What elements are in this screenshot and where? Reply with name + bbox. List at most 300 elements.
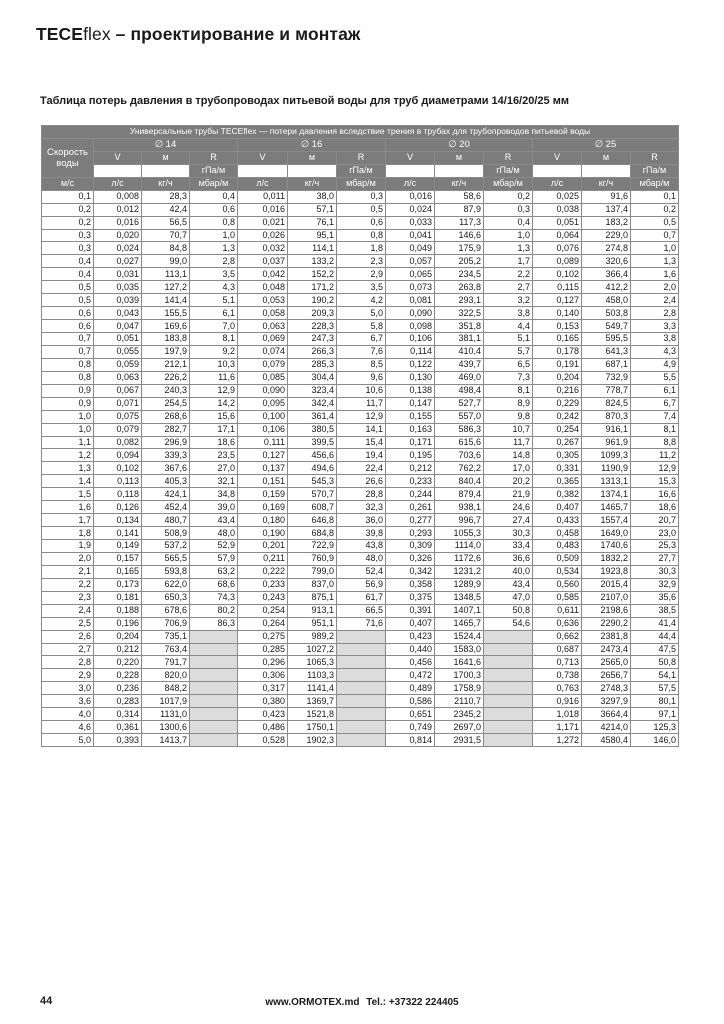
table-cell: 1,3	[484, 242, 533, 255]
table-cell: 0,456	[386, 656, 435, 669]
table-cell: 18,6	[190, 436, 238, 449]
table-cell: 0,064	[533, 229, 582, 242]
table-cell: 0,106	[386, 333, 435, 346]
table-cell: 0,134	[94, 514, 142, 527]
table-cell: 0,065	[386, 268, 435, 281]
table-cell: 0,261	[386, 501, 435, 514]
table-cell: 205,2	[435, 255, 484, 268]
table-cell: 791,7	[142, 656, 190, 669]
table-cell: 0,153	[533, 320, 582, 333]
table-cell: 0,5	[337, 203, 386, 216]
table-cell: 5,5	[631, 371, 679, 384]
table-cell: 0,171	[386, 436, 435, 449]
table-cell: 27,0	[190, 462, 238, 475]
table-cell: 545,3	[288, 475, 337, 488]
table-cell: 0,916	[533, 695, 582, 708]
table-cell: 43,8	[337, 540, 386, 553]
table-cell: 0,021	[238, 216, 288, 229]
table-row	[42, 423, 679, 436]
table-cell: 527,7	[435, 397, 484, 410]
table-cell: 0,140	[533, 307, 582, 320]
table-cell: 68,6	[190, 578, 238, 591]
speed-cell: 1,0	[42, 423, 94, 436]
speed-cell: 2,7	[42, 643, 94, 656]
table-cell: 508,9	[142, 527, 190, 540]
table-cell: 735,1	[142, 630, 190, 643]
table-cell: 4,2	[337, 294, 386, 307]
table-cell: 0,106	[238, 423, 288, 436]
table-cell: 608,7	[288, 501, 337, 514]
table-cell	[337, 734, 386, 747]
table-cell: 48,0	[337, 552, 386, 565]
table-cell: 322,5	[435, 307, 484, 320]
table-row	[42, 358, 679, 371]
table-cell: 0,082	[94, 436, 142, 449]
table-cell: 0,100	[238, 410, 288, 423]
table-cell: 57,1	[288, 203, 337, 216]
table-cell: 9,6	[337, 371, 386, 384]
table-cell: 127,2	[142, 281, 190, 294]
table-cell: 14,2	[190, 397, 238, 410]
table-cell: 961,9	[582, 436, 631, 449]
table-row	[42, 229, 679, 242]
table-cell: 57,5	[631, 682, 679, 695]
table-cell: 155,5	[142, 307, 190, 320]
table-cell: 39,8	[337, 527, 386, 540]
table-cell: 439,7	[435, 358, 484, 371]
table-caption: Универсальные трубы TECEflex — потери давления вследствие трения в трубах для трубопроводов питьевой воды	[42, 126, 679, 139]
table-cell: 10,6	[337, 384, 386, 397]
table-cell: 938,1	[435, 501, 484, 514]
table-cell: 0,365	[533, 475, 582, 488]
table-cell: 0,738	[533, 669, 582, 682]
r-unit-header: гПа/м	[484, 164, 533, 177]
table-cell: 0,201	[238, 540, 288, 553]
table-cell: 266,3	[288, 345, 337, 358]
table-cell: 0,204	[533, 371, 582, 384]
footer-website: www.ORMOTEX.md	[265, 997, 360, 1008]
table-cell: 3,5	[190, 268, 238, 281]
table-row	[42, 565, 679, 578]
table-cell: 33,4	[484, 540, 533, 553]
col-header-v: V	[94, 151, 142, 164]
table-cell: 0,3	[337, 190, 386, 203]
table-cell: 1027,2	[288, 643, 337, 656]
table-cell: 0,662	[533, 630, 582, 643]
table-cell: 0,016	[386, 190, 435, 203]
speed-cell: 0,3	[42, 229, 94, 242]
table-cell: 2015,4	[582, 578, 631, 591]
table-cell: 0,085	[238, 371, 288, 384]
table-cell: 0,011	[238, 190, 288, 203]
table-cell: 0,051	[94, 333, 142, 346]
table-cell: 0,032	[238, 242, 288, 255]
table-cell: 4580,4	[582, 734, 631, 747]
table-cell: 1902,3	[288, 734, 337, 747]
blank-header-cell	[435, 164, 484, 177]
table-cell: 11,2	[631, 449, 679, 462]
table-cell: 0,079	[94, 423, 142, 436]
table-cell: 23,0	[631, 527, 679, 540]
table-row	[42, 514, 679, 527]
table-cell: 4,4	[484, 320, 533, 333]
table-cell: 0,181	[94, 591, 142, 604]
table-cell: 8,1	[631, 423, 679, 436]
table-cell: 2198,6	[582, 604, 631, 617]
table-cell	[337, 682, 386, 695]
table-cell: 0,326	[386, 552, 435, 565]
col-header-m: м	[435, 151, 484, 164]
table-cell: 0,165	[94, 565, 142, 578]
unit-flow: л/с	[94, 177, 142, 190]
table-row	[42, 397, 679, 410]
table-cell: 247,3	[288, 333, 337, 346]
speed-cell: 1,5	[42, 488, 94, 501]
table-cell	[484, 682, 533, 695]
table-cell: 799,0	[288, 565, 337, 578]
table-cell: 0,713	[533, 656, 582, 669]
speed-cell: 0,3	[42, 242, 94, 255]
table-cell: 54,6	[484, 617, 533, 630]
col-header-v: V	[533, 151, 582, 164]
speed-cell: 2,9	[42, 669, 94, 682]
table-cell: 2931,5	[435, 734, 484, 747]
table-cell: 47,5	[631, 643, 679, 656]
table-cell: 458,0	[582, 294, 631, 307]
table-cell: 9,2	[190, 345, 238, 358]
table-cell: 27,4	[484, 514, 533, 527]
table-cell: 2748,3	[582, 682, 631, 695]
table-cell: 1065,3	[288, 656, 337, 669]
page-header	[36, 24, 360, 45]
table-row	[42, 630, 679, 643]
speed-cell: 1,9	[42, 540, 94, 553]
col-header-m: м	[288, 151, 337, 164]
table-cell: 0,358	[386, 578, 435, 591]
table-cell: 0,458	[533, 527, 582, 540]
table-cell: 0,407	[386, 617, 435, 630]
table-cell: 61,7	[337, 591, 386, 604]
table-cell: 146,6	[435, 229, 484, 242]
table-cell: 0,076	[533, 242, 582, 255]
brand-suffix: flex	[83, 24, 111, 44]
table-cell: 366,4	[582, 268, 631, 281]
table-cell	[190, 721, 238, 734]
table-cell: 0,075	[94, 410, 142, 423]
table-cell: 254,5	[142, 397, 190, 410]
table-cell: 0,220	[94, 656, 142, 669]
table-cell: 1114,0	[435, 540, 484, 553]
table-row	[42, 410, 679, 423]
table-cell: 0,058	[238, 307, 288, 320]
table-cell: 17,1	[190, 423, 238, 436]
col-header-r: R	[337, 151, 386, 164]
table-cell: 0,204	[94, 630, 142, 643]
table-cell: 875,1	[288, 591, 337, 604]
table-cell: 0,361	[94, 721, 142, 734]
table-cell: 0,042	[238, 268, 288, 281]
table-row	[42, 333, 679, 346]
table-cell: 593,8	[142, 565, 190, 578]
table-cell: 0,6	[190, 203, 238, 216]
table-cell: 1,3	[190, 242, 238, 255]
table-cell: 0,178	[533, 345, 582, 358]
table-cell: 42,4	[142, 203, 190, 216]
table-cell: 5,8	[337, 320, 386, 333]
table-cell: 40,0	[484, 565, 533, 578]
table-cell: 498,4	[435, 384, 484, 397]
table-cell: 0,102	[94, 462, 142, 475]
table-cell: 95,1	[288, 229, 337, 242]
page-number: 44	[40, 995, 53, 1007]
table-cell: 137,4	[582, 203, 631, 216]
speed-cell: 0,2	[42, 216, 94, 229]
speed-cell: 2,2	[42, 578, 94, 591]
table-row	[42, 436, 679, 449]
table-cell: 320,6	[582, 255, 631, 268]
table-cell: 0,196	[94, 617, 142, 630]
speed-cell: 1,7	[42, 514, 94, 527]
table-cell: 5,1	[484, 333, 533, 346]
table-cell: 263,8	[435, 281, 484, 294]
table-cell: 1103,3	[288, 669, 337, 682]
r-unit-header: гПа/м	[190, 164, 238, 177]
table-row	[42, 604, 679, 617]
table-cell: 0,509	[533, 552, 582, 565]
speed-cell: 1,6	[42, 501, 94, 514]
table-row	[42, 462, 679, 475]
table-cell: 1700,3	[435, 669, 484, 682]
table-cell: 641,3	[582, 345, 631, 358]
table-cell: 0,331	[533, 462, 582, 475]
table-cell: 2656,7	[582, 669, 631, 682]
table-cell: 0,020	[94, 229, 142, 242]
table-cell: 228,3	[288, 320, 337, 333]
speed-cell: 0,8	[42, 371, 94, 384]
table-cell: 1465,7	[435, 617, 484, 630]
table-cell: 11,7	[484, 436, 533, 449]
table-cell: 74,3	[190, 591, 238, 604]
speed-cell: 1,2	[42, 449, 94, 462]
unit-loss: мбар/м	[631, 177, 679, 190]
table-cell: 1231,2	[435, 565, 484, 578]
table-cell: 879,4	[435, 488, 484, 501]
table-cell: 0,098	[386, 320, 435, 333]
table-cell: 1,3	[631, 255, 679, 268]
table-cell: 0,212	[94, 643, 142, 656]
table-cell: 1,0	[190, 229, 238, 242]
table-cell: 0,163	[386, 423, 435, 436]
table-cell	[484, 695, 533, 708]
table-cell: 837,0	[288, 578, 337, 591]
table-cell: 989,2	[288, 630, 337, 643]
table-cell: 380,5	[288, 423, 337, 436]
table-cell: 732,9	[582, 371, 631, 384]
speed-cell: 0,5	[42, 281, 94, 294]
unit-flow: л/с	[386, 177, 435, 190]
table-cell: 0,127	[238, 449, 288, 462]
col-header-m: м	[142, 151, 190, 164]
table-cell: 16,6	[631, 488, 679, 501]
table-cell: 10,7	[484, 423, 533, 436]
table-cell: 56,5	[142, 216, 190, 229]
table-row	[42, 203, 679, 216]
table-row	[42, 281, 679, 294]
table-cell: 1521,8	[288, 708, 337, 721]
table-cell: 1,0	[484, 229, 533, 242]
table-cell: 339,3	[142, 449, 190, 462]
table-cell	[337, 656, 386, 669]
table-cell: 820,0	[142, 669, 190, 682]
table-cell: 70,7	[142, 229, 190, 242]
table-row	[42, 578, 679, 591]
table-cell: 28,8	[337, 488, 386, 501]
table-cell: 4,9	[631, 358, 679, 371]
table-cell: 0,059	[94, 358, 142, 371]
blank-header-cell	[142, 164, 190, 177]
table-cell: 6,5	[484, 358, 533, 371]
table-cell: 20,7	[631, 514, 679, 527]
table-cell: 38,5	[631, 604, 679, 617]
table-cell: 2473,4	[582, 643, 631, 656]
table-cell: 8,1	[484, 384, 533, 397]
table-cell: 36,0	[337, 514, 386, 527]
table-cell: 0,043	[94, 307, 142, 320]
table-cell: 229,0	[582, 229, 631, 242]
table-cell: 0,375	[386, 591, 435, 604]
speed-cell: 0,6	[42, 307, 94, 320]
table-cell: 114,1	[288, 242, 337, 255]
table-cell: 0,296	[238, 656, 288, 669]
table-cell: 0,636	[533, 617, 582, 630]
table-cell	[190, 643, 238, 656]
table-cell: 52,9	[190, 540, 238, 553]
table-cell: 494,6	[288, 462, 337, 475]
r-unit-header: гПа/м	[631, 164, 679, 177]
speed-header: Скорость воды	[42, 138, 94, 177]
table-cell	[484, 656, 533, 669]
table-cell: 58,6	[435, 190, 484, 203]
speed-cell: 3,6	[42, 695, 94, 708]
table-cell: 1,018	[533, 708, 582, 721]
table-cell: 12,9	[190, 384, 238, 397]
table-cell: 0,749	[386, 721, 435, 734]
table-cell: 351,8	[435, 320, 484, 333]
table-cell: 0,057	[386, 255, 435, 268]
table-cell: 0,090	[386, 307, 435, 320]
table-cell: 2,9	[337, 268, 386, 281]
table-cell: 0,309	[386, 540, 435, 553]
table-cell: 0,147	[386, 397, 435, 410]
table-cell: 0,180	[238, 514, 288, 527]
table-cell: 4,3	[190, 281, 238, 294]
table-row	[42, 527, 679, 540]
table-cell: 0,2	[631, 203, 679, 216]
speed-cell: 0,1	[42, 190, 94, 203]
table-cell: 0,126	[94, 501, 142, 514]
table-cell: 6,7	[337, 333, 386, 346]
table-row	[42, 242, 679, 255]
table-cell: 6,1	[631, 384, 679, 397]
table-cell: 34,8	[190, 488, 238, 501]
table-cell: 183,8	[142, 333, 190, 346]
speed-cell: 4,0	[42, 708, 94, 721]
table-cell: 0,611	[533, 604, 582, 617]
table-cell: 870,3	[582, 410, 631, 423]
table-cell: 36,6	[484, 552, 533, 565]
table-cell: 0,089	[533, 255, 582, 268]
table-cell: 2565,0	[582, 656, 631, 669]
blank-header-cell	[582, 164, 631, 177]
speed-cell: 0,9	[42, 384, 94, 397]
table-cell: 4214,0	[582, 721, 631, 734]
table-cell: 48,0	[190, 527, 238, 540]
speed-cell: 0,8	[42, 358, 94, 371]
table-cell: 1,8	[337, 242, 386, 255]
table-cell: 25,3	[631, 540, 679, 553]
table-cell: 21,9	[484, 488, 533, 501]
table-row	[42, 669, 679, 682]
table-cell: 240,3	[142, 384, 190, 397]
table-cell: 687,1	[582, 358, 631, 371]
speed-cell: 2,5	[42, 617, 94, 630]
table-cell: 183,2	[582, 216, 631, 229]
table-cell: 1750,1	[288, 721, 337, 734]
table-cell: 760,9	[288, 552, 337, 565]
table-cell: 190,2	[288, 294, 337, 307]
speed-cell: 2,1	[42, 565, 94, 578]
table-cell: 0,440	[386, 643, 435, 656]
table-cell	[190, 682, 238, 695]
table-cell: 0,5	[631, 216, 679, 229]
table-cell: 0,016	[94, 216, 142, 229]
table-cell: 0,314	[94, 708, 142, 721]
table-cell: 0,423	[386, 630, 435, 643]
table-cell: 133,2	[288, 255, 337, 268]
table-cell: 0,483	[533, 540, 582, 553]
table-cell: 684,8	[288, 527, 337, 540]
table-cell: 0,155	[386, 410, 435, 423]
table-cell: 3,8	[484, 307, 533, 320]
table-cell	[337, 643, 386, 656]
table-cell: 197,9	[142, 345, 190, 358]
table-cell: 0,025	[533, 190, 582, 203]
table-row	[42, 320, 679, 333]
speed-cell: 1,1	[42, 436, 94, 449]
table-cell: 410,4	[435, 345, 484, 358]
table-row	[42, 552, 679, 565]
table-cell	[484, 721, 533, 734]
table-cell: 0,244	[386, 488, 435, 501]
table-cell	[190, 656, 238, 669]
table-cell: 0,216	[533, 384, 582, 397]
speed-cell: 1,8	[42, 527, 94, 540]
table-cell: 56,9	[337, 578, 386, 591]
table-cell: 50,8	[484, 604, 533, 617]
table-cell: 1,272	[533, 734, 582, 747]
table-cell: 0,489	[386, 682, 435, 695]
table-cell: 1141,4	[288, 682, 337, 695]
table-cell: 0,380	[238, 695, 288, 708]
unit-mass: кг/ч	[582, 177, 631, 190]
table-cell: 285,3	[288, 358, 337, 371]
table-cell: 2,3	[337, 255, 386, 268]
table-cell: 32,9	[631, 578, 679, 591]
table-cell: 0,051	[533, 216, 582, 229]
table-cell: 595,5	[582, 333, 631, 346]
table-cell: 0,7	[631, 229, 679, 242]
table-cell: 0,585	[533, 591, 582, 604]
